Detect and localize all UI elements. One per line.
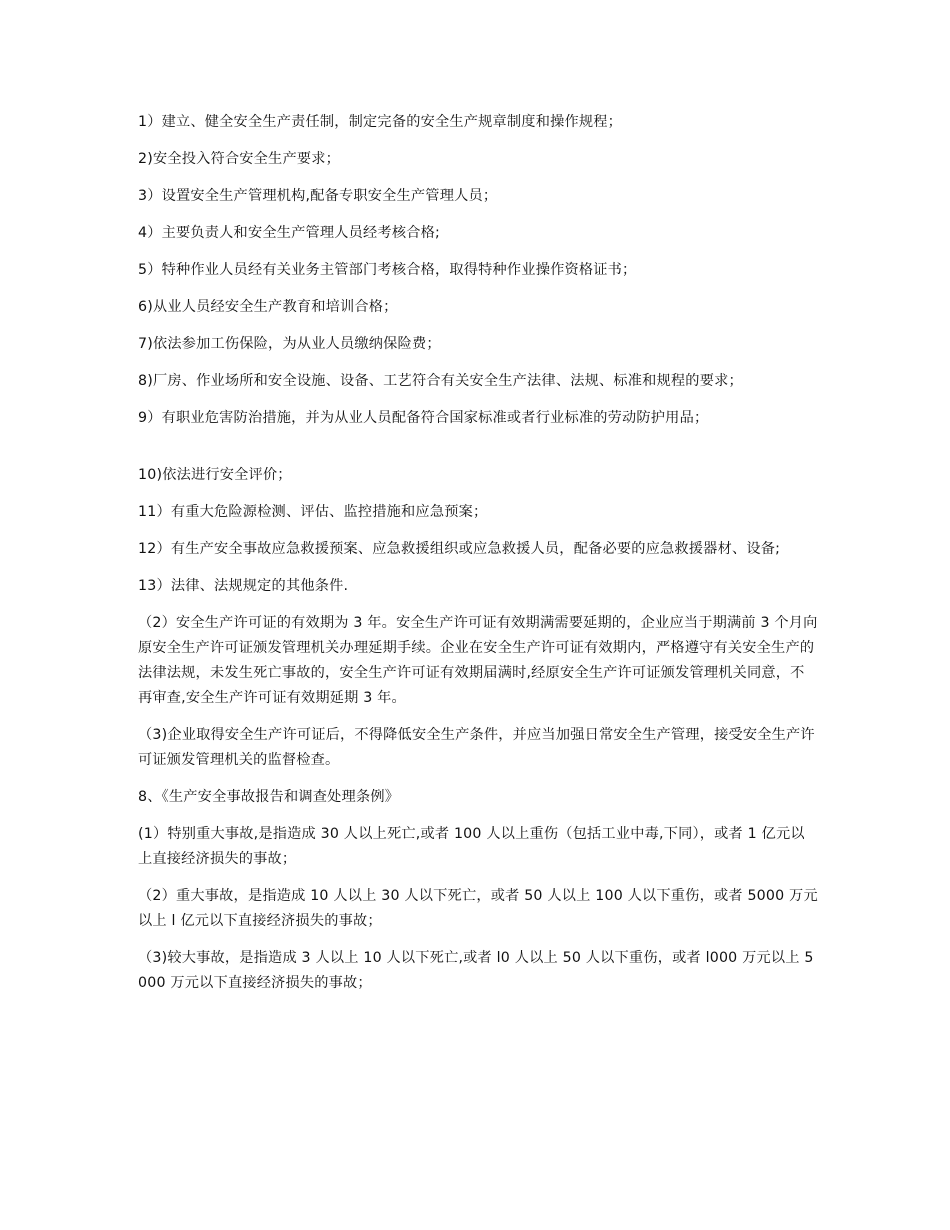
paragraph-item-11: 11）有重大危险源检测、评估、监控措施和应急预案； bbox=[138, 504, 488, 520]
paragraph-item-6: 6)从业人员经安全生产教育和培训合格； bbox=[138, 299, 398, 315]
paragraph-item-7: 7)依法参加工伤保险，为从业人员缴纳保险费； bbox=[138, 336, 441, 352]
paragraph-item-12: 12）有生产安全事故应急救援预案、应急救援组织或应急救援人员，配备必要的应急救援器材、设备; bbox=[138, 541, 781, 557]
paragraph-item-13: 13）法律、法规规定的其他条件. bbox=[138, 578, 349, 594]
accident-level-2: （2）重大事故，是指造成 10 人以上 30 人以下死亡，或者 50 人以上 100 人以下重伤，或者 5000 万元以上 l 亿元以下直接经济损失的事故； bbox=[138, 888, 818, 929]
validity-paragraph: （2）安全生产许可证的有效期为 3 年。安全生产许可证有效期满需要延期的，企业应当于期满前 3 个月向原安全生产许可证颁发管理机关办理延期手续。企业在安全生产许可证有效期内，严格遵守有关安全生产的法律法规，未发生死亡事故的，安全生产许可证有效期届满时,经原安全生产许可证颁发管理机关同意，不再审查,安全生产许可证有效期延期 3 年。 bbox=[138, 615, 818, 706]
paragraph-item-8: 8)厂房、作业场所和安全设施、设备、工艺符合有关安全生产法律、法规、标准和规程的要求； bbox=[138, 373, 743, 389]
paragraph-item-10: 10)依法进行安全评价； bbox=[138, 467, 292, 483]
paragraph-item-9: 9）有职业危害防治措施，并为从业人员配备符合国家标准或者行业标准的劳动防护用品； bbox=[138, 410, 709, 426]
accident-level-1: (1）特别重大事故,是指造成 30 人以上死亡,或者 100 人以上重伤（包括工业中毒,下同），或者 1 亿元以上直接经济损失的事故； bbox=[138, 826, 805, 867]
section-heading: 8、《生产安全事故报告和调查处理条例》 bbox=[138, 789, 400, 805]
paragraph-item-3: 3）设置安全生产管理机构,配备专职安全生产管理人员； bbox=[138, 188, 498, 204]
paragraph-item-5: 5）特种作业人员经有关业务主管部门考核合格，取得特种作业操作资格证书； bbox=[138, 262, 637, 278]
paragraph-item-4: 4）主要负责人和安全生产管理人员经考核合格; bbox=[138, 225, 440, 241]
document-body bbox=[138, 110, 818, 1008]
paragraph-item-1: 1）建立、健全安全生产责任制，制定完备的安全生产规章制度和操作规程； bbox=[138, 114, 623, 130]
supervision-paragraph: （3)企业取得安全生产许可证后，不得降低安全生产条件，并应当加强日常安全生产管理，接受安全生产许可证颁发管理机关的监督检查。 bbox=[138, 727, 815, 768]
accident-level-3: （3)较大事故，是指造成 3 人以上 10 人以下死亡,或者 l0 人以上 50 人以下重伤，或者 l000 万元以上 5000 万元以下直接经济损失的事故； bbox=[138, 950, 814, 991]
paragraph-item-2: 2)安全投入符合安全生产要求； bbox=[138, 151, 341, 167]
